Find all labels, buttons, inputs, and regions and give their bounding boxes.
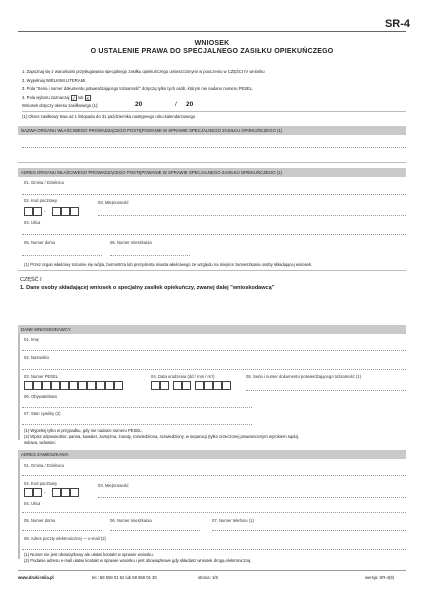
- footer-site: www.druki-mila.pl: [18, 575, 54, 580]
- period-label: Wniosek dotyczy okresu zasiłkowego (1):: [22, 103, 99, 108]
- applicant-seria-input[interactable]: [246, 390, 406, 391]
- pesel-digit-box[interactable]: [42, 381, 51, 390]
- organ-kod-dash: -: [44, 209, 46, 214]
- date-digit-box[interactable]: [195, 381, 204, 390]
- organ-kod-box-1[interactable]: [24, 207, 33, 216]
- applicant-note-1: (1) Wypełnij tylko w przypadku, gdy nie nadano numeru PESEL.: [24, 428, 143, 433]
- organ-mieszk-label: 06. Numer mieszkania: [110, 240, 152, 245]
- section-organ-address: ADRES ORGANU WŁAŚCIWEGO PROWADZĄCEGO POSTĘPOWANIE W SPRAWIE SPECJALNEGO ZASIŁKU OPIEKUŃCZEGO (1): [18, 168, 406, 177]
- applicant-imie-label: 01. Imię: [24, 337, 39, 342]
- period-footnote: (1) Okres zasiłkowy trwa od 1 listopada do 31 października następnego roku kalendarzowego: [22, 114, 196, 119]
- date-digit-box[interactable]: [160, 381, 169, 390]
- organ-ulica-input[interactable]: [22, 234, 406, 235]
- res-miejsc-label: 03. Miejscowość: [98, 483, 129, 488]
- res-kod-box-2[interactable]: [33, 488, 42, 497]
- res-note-2: (2) Podanie adresu e-mail ułatwi kontakt w sprawie wniosku i jest obowiązkowe gdy składasz wniosek drogą elektroniczną.: [24, 558, 252, 563]
- instruction-4: [22, 95, 91, 101]
- check-mark-example: √: [72, 96, 75, 101]
- organ-miejsc-input[interactable]: [98, 215, 406, 216]
- applicant-note-3: wdowa, wdowiec.: [24, 440, 57, 445]
- res-kod-box-1[interactable]: [24, 488, 33, 497]
- section-applicant: DANE WNIOSKODAWCY: [18, 325, 406, 334]
- pesel-digit-box[interactable]: [33, 381, 42, 390]
- res-ulica-label: 04. Ulica: [24, 501, 41, 506]
- res-kod-box-3[interactable]: [52, 488, 61, 497]
- res-kod-dash: -: [44, 490, 46, 495]
- footer-page: strona: 1/8: [198, 575, 218, 580]
- form-code: SR-4: [384, 18, 410, 30]
- applicant-nazwisko-input[interactable]: [22, 369, 406, 370]
- part1-label: CZĘŚĆ I: [20, 277, 42, 283]
- organ-kod-box-2[interactable]: [33, 207, 42, 216]
- res-kod-label: 02. Kod pocztowy: [24, 481, 58, 486]
- applicant-pesel-label: 03. Numer PESEL: [24, 374, 59, 379]
- pesel-digit-box[interactable]: [24, 381, 33, 390]
- organ-ulica-label: 04. Ulica: [24, 220, 41, 225]
- organ-dom-input[interactable]: [22, 255, 102, 256]
- residence-left-border: [18, 459, 20, 559]
- applicant-left-border: [18, 334, 20, 440]
- res-tel-input[interactable]: [212, 530, 406, 531]
- organ-kod-label: 02. Kod pocztowy: [24, 198, 58, 203]
- date-digit-box[interactable]: [173, 381, 182, 390]
- applicant-note-2: (2) Wpisz odpowiednio: panna, kawaler, zamężna, żonaty, rozwiedziona, rozwiedziony, w separacji (tylko orzeczonej prawomocnym wyrokiem sądu),: [24, 434, 300, 439]
- period-rule: [22, 111, 406, 112]
- res-kod-box-5[interactable]: [70, 488, 79, 497]
- res-miejsc-input[interactable]: [98, 497, 406, 498]
- pesel-digit-box[interactable]: [114, 381, 123, 390]
- footer-rule: [18, 570, 406, 571]
- res-mieszk-label: 06. Numer mieszkania: [110, 518, 152, 523]
- instruction-2: 2. Wypełniaj WIELKIMI LITERAMI.: [22, 78, 87, 83]
- date-digit-box[interactable]: [213, 381, 222, 390]
- form-title-line2: O USTALENIE PRAWA DO SPECJALNEGO ZASIŁKU OPIEKUŃCZEGO: [90, 48, 334, 55]
- section-organ-name: NAZWA ORGANU WŁAŚCIWEGO PROWADZĄCEGO POSTĘPOWANIE W SPRAWIE SPECJALNEGO ZASIŁKU OPIEKUŃCZEGO (1): [18, 126, 406, 135]
- pesel-digit-box[interactable]: [105, 381, 114, 390]
- applicant-obyw-label: 06. Obywatelstwo: [24, 394, 58, 399]
- x-mark-example: X: [86, 96, 90, 101]
- instruction-4-text: 4. Pola wyboru zaznaczaj: [22, 95, 70, 101]
- applicant-data-label: 04. Data urodzenia (dd / mm / rrrr): [151, 374, 215, 379]
- organ-miejsc-label: 03. Miejscowość: [98, 200, 129, 205]
- organ-mieszk-input[interactable]: [110, 255, 190, 256]
- organ-dom-label: 05. Numer domu: [24, 240, 56, 245]
- res-tel-label: 07. Numer telefonu (1): [212, 518, 254, 523]
- section-residence: ADRES ZAMIESZKANIA: [18, 450, 406, 459]
- organ-gmina-input[interactable]: [22, 194, 406, 195]
- res-email-label: 08. Adres poczty elektronicznej — e-mail (2): [24, 536, 106, 541]
- organ-addr-bottom: [18, 270, 406, 271]
- pesel-digit-box[interactable]: [87, 381, 96, 390]
- period-from[interactable]: 20: [135, 101, 143, 108]
- applicant-nazwisko-label: 02. Nazwisko: [24, 355, 49, 360]
- res-note-1: (1) Numer nie jest obowiązkowy ale ułatwi kontakt w sprawie wniosku.: [24, 552, 154, 557]
- applicant-obyw-input[interactable]: [22, 407, 252, 408]
- res-gmina-label: 01. Gmina / Dzielnica: [24, 463, 64, 468]
- date-digit-box[interactable]: [151, 381, 160, 390]
- res-mieszk-input[interactable]: [110, 530, 200, 531]
- applicant-imie-input[interactable]: [22, 350, 406, 351]
- applicant-stan-label: 07. Stan cywilny (2): [24, 411, 61, 416]
- instruction-4-or: lub: [77, 95, 84, 101]
- organ-kod-box-4[interactable]: [61, 207, 70, 216]
- date-digit-box[interactable]: [222, 381, 231, 390]
- part1-heading: 1. Dane osoby składającej wniosek o specjalny zasiłek opiekuńczy, zwanej dalej "wnioskodawcą": [20, 285, 275, 291]
- period-separator: /: [175, 101, 177, 108]
- pesel-digit-box[interactable]: [96, 381, 105, 390]
- res-dom-input[interactable]: [22, 530, 102, 531]
- res-email-input[interactable]: [22, 549, 406, 550]
- pesel-digit-box[interactable]: [60, 381, 69, 390]
- footer-tel: tel.: 58 559 01 52 lub 58 559 01 30: [92, 575, 157, 580]
- organ-name-bottom: [18, 162, 406, 163]
- applicant-stan-input[interactable]: [22, 424, 252, 425]
- applicant-seria-label: 05. Seria i numer dokumentu potwierdzającego tożsamość (1): [246, 374, 361, 379]
- header-rule: [18, 31, 406, 32]
- instruction-1: 1. Zapoznaj się z warunkami przysługiwania specjalnego zasiłku opiekuńczego umieszczonymi w pouczeniu w CZĘŚCI IV wniosku: [22, 69, 265, 74]
- pesel-digit-box[interactable]: [78, 381, 87, 390]
- res-ulica-input[interactable]: [22, 512, 406, 513]
- instruction-3: 3. Pola "Seria i numer dokumentu potwierdzającego tożsamość" dotyczą tylko tych osób, którym nie nadano numeru PESEL.: [22, 86, 254, 91]
- footer-version: wersja: SR-4(9): [365, 575, 395, 580]
- form-title-line1: WNIOSEK: [194, 40, 230, 47]
- pesel-digit-box[interactable]: [51, 381, 60, 390]
- organ-name-line[interactable]: [22, 147, 406, 148]
- date-digit-box[interactable]: [182, 381, 191, 390]
- organ-kod-box-5[interactable]: [70, 207, 79, 216]
- res-gmina-input[interactable]: [22, 475, 406, 476]
- res-kod-box-4[interactable]: [61, 488, 70, 497]
- period-to[interactable]: 20: [186, 101, 194, 108]
- organ-kod-box-3[interactable]: [52, 207, 61, 216]
- date-digit-box[interactable]: [204, 381, 213, 390]
- organ-gmina-label: 01. Gmina / Dzielnica: [24, 180, 64, 185]
- res-dom-label: 05. Numer domu: [24, 518, 56, 523]
- pesel-digit-box[interactable]: [69, 381, 78, 390]
- organ-note: (1) Przez organ właściwy rozumie się wójta, burmistrza lub prezydenta miasta właściwego ze względu na miejsce zamieszkania osoby składającej wniosek.: [24, 262, 313, 267]
